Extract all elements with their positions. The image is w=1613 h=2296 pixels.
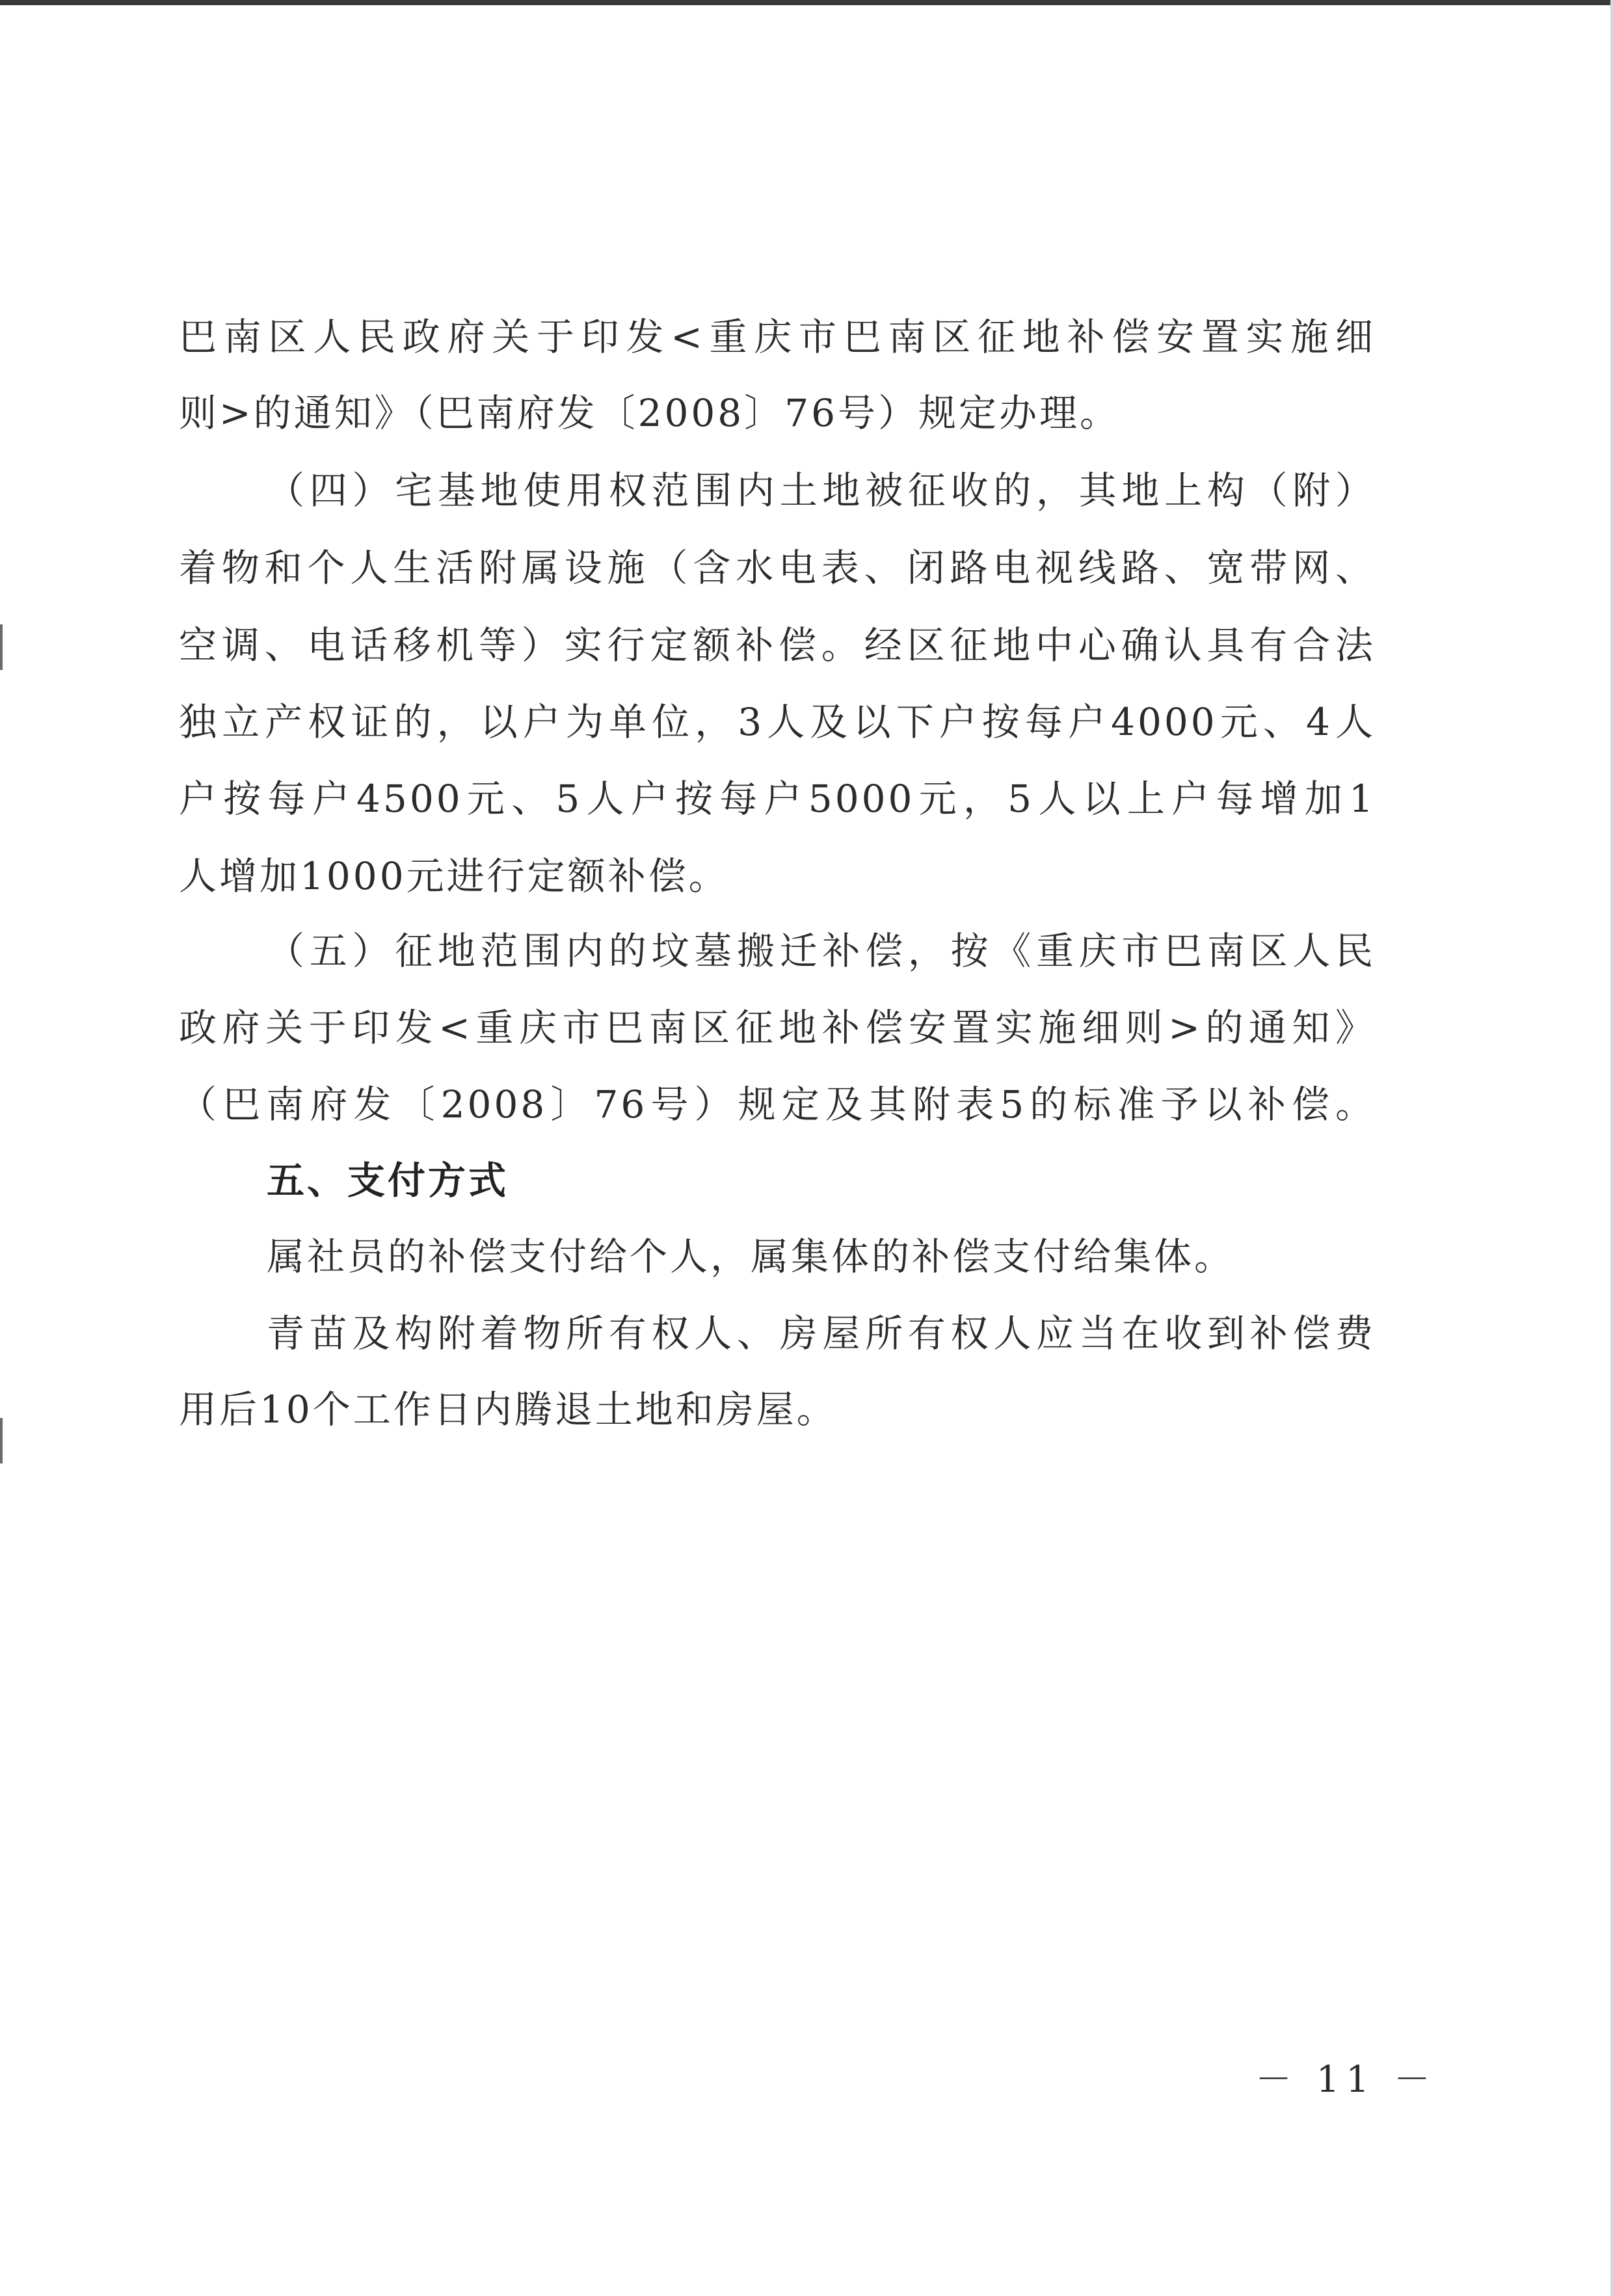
paragraph-line: （巴南府发〔2008〕76号）规定及其附表5的标准予以补偿。 <box>179 1082 1376 1127</box>
paragraph-line: 政府关于印发<重庆市巴南区征地补偿安置实施细则>的通知》 <box>179 1006 1376 1050</box>
paragraph-line: 空调、电话移机等）实行定额补偿。经区征地中心确认具有合法 <box>179 623 1376 667</box>
paragraph-line: 着物和个人生活附属设施（含水电表、闭路电视线路、宽带网、 <box>179 546 1376 590</box>
paragraph-line: 巴南区人民政府关于印发<重庆市巴南区征地补偿安置实施细 <box>179 315 1376 359</box>
scan-right-edge <box>1610 0 1613 2296</box>
paragraph-line: 青苗及构附着物所有权人、房屋所有权人应当在收到补偿费 <box>267 1311 1376 1355</box>
scan-left-mark <box>0 1418 3 1463</box>
page-number: － 11 － <box>1255 2059 1437 2101</box>
paragraph-line: （五）征地范围内的坟墓搬迁补偿，按《重庆市巴南区人民 <box>267 929 1376 973</box>
paragraph-line: 人增加1000元进行定额补偿。 <box>179 854 729 898</box>
scan-top-edge <box>0 0 1613 5</box>
paragraph-line: 户按每户4500元、5人户按每户5000元，5人以上户每增加1 <box>179 777 1376 821</box>
scan-left-mark <box>0 624 3 670</box>
paragraph-line: 属社员的补偿支付给个人，属集体的补偿支付给集体。 <box>267 1235 1235 1279</box>
paragraph-line: （四）宅基地使用权范围内土地被征收的，其地上构（附） <box>267 468 1376 513</box>
paragraph-line: 用后10个工作日内腾退土地和房屋。 <box>179 1387 837 1432</box>
paragraph-line: 则>的通知》（巴南府发〔2008〕76号）规定办理。 <box>179 391 1121 435</box>
section-heading: 五、支付方式 <box>267 1158 509 1203</box>
paragraph-line: 独立产权证的，以户为单位，3人及以下户按每户4000元、4人 <box>179 700 1376 744</box>
